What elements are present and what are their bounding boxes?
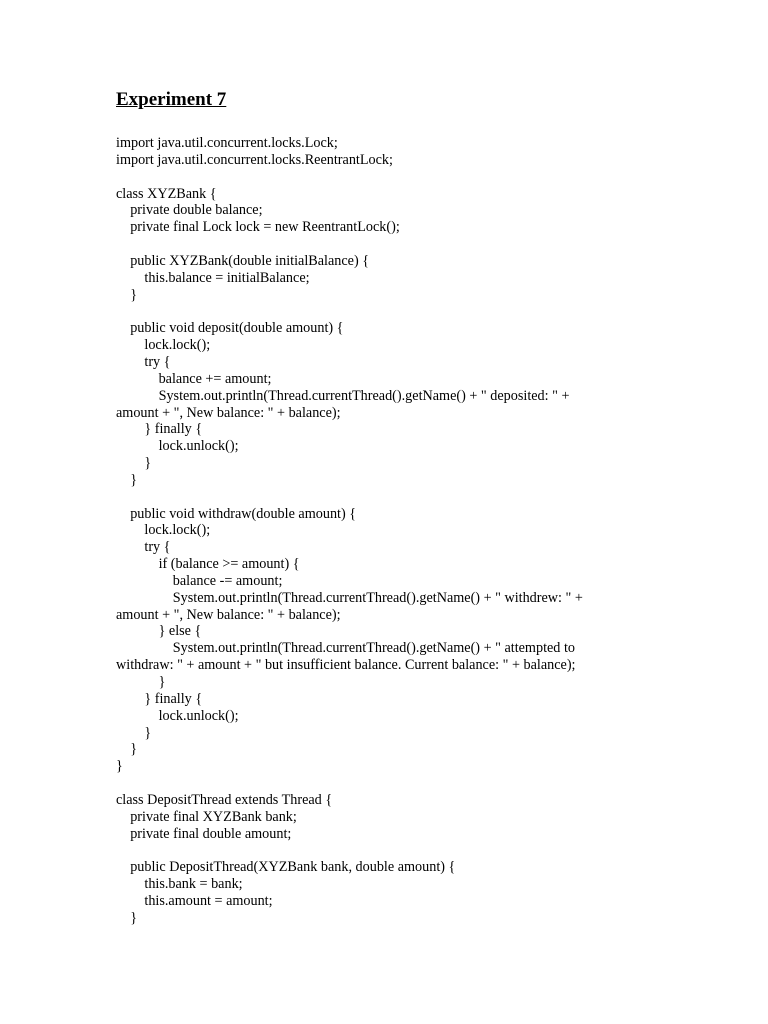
- code-line: try {: [116, 539, 171, 556]
- code-line: import java.util.concurrent.locks.Lock;: [116, 135, 338, 151]
- code-line: withdraw: " + amount + " but insufficient balance. Current balance: " + balance);: [116, 657, 576, 674]
- code-line: private double balance;: [116, 202, 263, 219]
- code-line: }: [116, 455, 152, 472]
- code-line: System.out.println(Thread.currentThread().getName() + " withdrew: " +: [116, 589, 583, 606]
- code-line: lock.unlock();: [116, 707, 239, 724]
- code-line: public void withdraw(double amount) {: [116, 505, 357, 522]
- code-line: [116, 775, 656, 792]
- code-line: }: [116, 471, 137, 488]
- code-line: balance -= amount;: [116, 572, 283, 589]
- code-line: }: [116, 909, 137, 926]
- code-line: System.out.println(Thread.currentThread().getName() + " deposited: " +: [116, 387, 570, 404]
- code-line: private final double amount;: [116, 825, 292, 842]
- code-line: private final Lock lock = new ReentrantLock();: [116, 219, 400, 236]
- code-line: amount + ", New balance: " + balance);: [116, 404, 341, 421]
- code-line: lock.lock();: [116, 337, 211, 354]
- document-title: Experiment 7: [116, 89, 227, 110]
- code-line: this.balance = initialBalance;: [116, 269, 310, 286]
- code-line: try {: [116, 353, 171, 370]
- code-line: balance += amount;: [116, 370, 272, 387]
- code-line: public XYZBank(double initialBalance) {: [116, 252, 370, 269]
- code-line: this.amount = amount;: [116, 892, 273, 909]
- code-line: } finally {: [116, 690, 203, 707]
- code-listing: [116, 135, 656, 927]
- code-line: lock.lock();: [116, 522, 211, 539]
- code-line: lock.unlock();: [116, 438, 239, 455]
- code-line: }: [116, 286, 137, 303]
- code-line: this.bank = bank;: [116, 876, 243, 893]
- code-line: }: [116, 724, 152, 741]
- code-line: [116, 303, 656, 320]
- code-line: [116, 842, 656, 859]
- code-line: public void deposit(double amount) {: [116, 320, 344, 337]
- code-line: } else {: [116, 623, 202, 640]
- code-line: }: [116, 741, 137, 758]
- code-line: }: [116, 758, 123, 775]
- code-line: public DepositThread(XYZBank bank, double amount) {: [116, 859, 456, 876]
- code-line: [116, 489, 656, 506]
- code-line: class XYZBank {: [116, 185, 217, 202]
- code-line: [116, 169, 656, 186]
- code-line: amount + ", New balance: " + balance);: [116, 606, 341, 623]
- code-line: class DepositThread extends Thread {: [116, 791, 333, 808]
- code-line: System.out.println(Thread.currentThread().getName() + " attempted to: [116, 640, 575, 657]
- code-line: if (balance >= amount) {: [116, 556, 300, 573]
- code-line: } finally {: [116, 421, 203, 438]
- code-line: [116, 236, 656, 253]
- code-line: private final XYZBank bank;: [116, 808, 297, 825]
- code-line: }: [116, 674, 166, 690]
- code-line: import java.util.concurrent.locks.ReentrantLock;: [116, 151, 393, 168]
